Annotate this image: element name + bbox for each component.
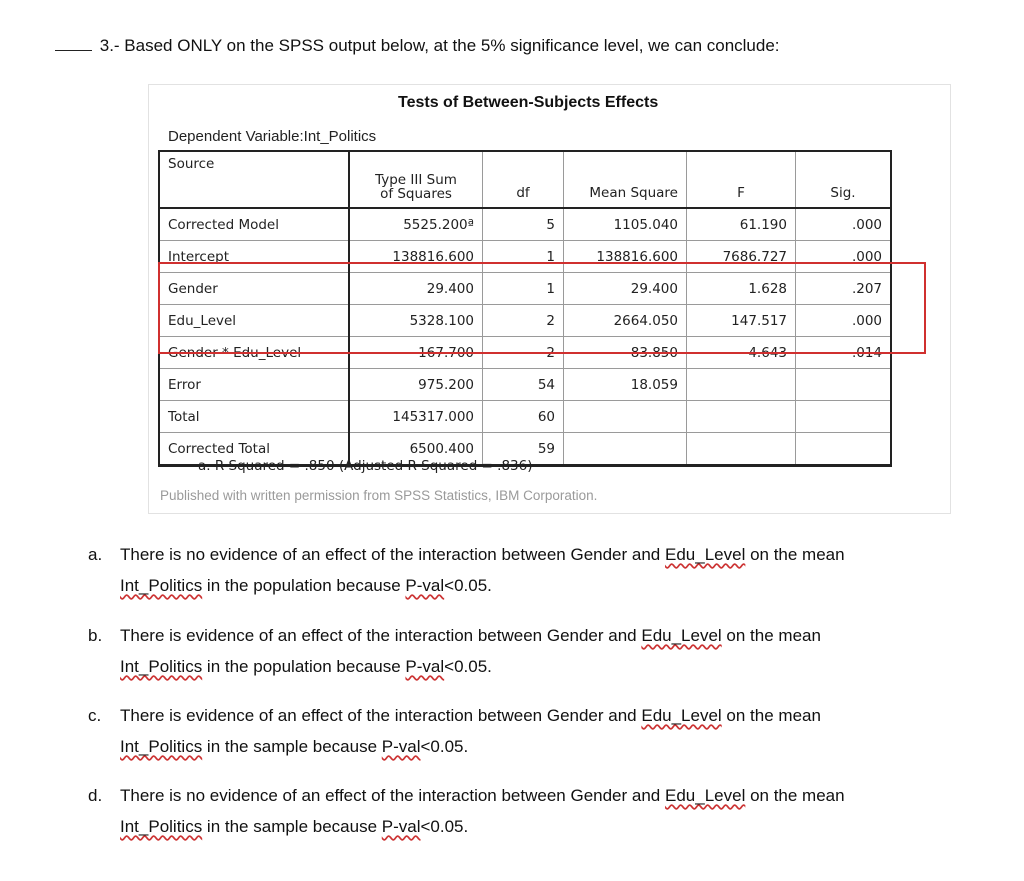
row-sig: .000 <box>796 305 891 337</box>
dependent-variable-label: Dependent Variable:Int_Politics <box>168 128 377 145</box>
option-line2: Int_Politics in the sample because P-val<0.05. <box>120 817 469 836</box>
option-letter: b. <box>88 626 103 645</box>
row-sig: .014 <box>796 337 891 369</box>
row-ss: 5525.200ª <box>349 208 483 241</box>
option-line1: There is evidence of an effect of the interaction between Gender and Edu_Level on the mean <box>120 706 821 725</box>
table-footnote: a. R Squared = .850 (Adjusted R Squared = .836) <box>198 458 533 474</box>
header-source: Source <box>160 152 350 209</box>
row-sig <box>796 433 891 466</box>
row-f: 4.643 <box>687 337 796 369</box>
row-df: 5 <box>483 208 564 241</box>
row-f: 7686.727 <box>687 241 796 273</box>
variable-name: Int_Politics <box>120 817 203 836</box>
header-df: df <box>483 152 564 209</box>
variable-name: Int_Politics <box>120 576 203 595</box>
variable-name: Int_Politics <box>120 657 203 676</box>
answer-blank <box>55 50 92 51</box>
pval-term: P-val <box>381 737 421 756</box>
row-f <box>687 433 796 466</box>
row-ss: 138816.600 <box>349 241 483 273</box>
option-letter: a. <box>88 545 103 564</box>
row-ss: 167.700 <box>349 337 483 369</box>
row-ms: 18.059 <box>564 369 687 401</box>
table-title: Tests of Between-Subjects Effects <box>398 94 659 111</box>
option-line2: Int_Politics in the sample because P-val<0.05. <box>120 737 469 756</box>
row-f: 61.190 <box>687 208 796 241</box>
row-ms <box>564 401 687 433</box>
variable-name: Edu_Level <box>641 626 722 645</box>
table-row <box>160 369 891 401</box>
question-stem <box>55 36 780 56</box>
pval-term: P-val <box>381 817 421 836</box>
header-ss-line2: of Squares <box>380 186 452 202</box>
row-sig: .000 <box>796 208 891 241</box>
row-df: 2 <box>483 305 564 337</box>
option-line1: There is no evidence of an effect of the interaction between Gender and Edu_Level on the mean <box>120 786 845 805</box>
row-sig: .207 <box>796 273 891 305</box>
row-df: 1 <box>483 241 564 273</box>
row-df: 60 <box>483 401 564 433</box>
variable-name: Edu_Level <box>641 706 722 725</box>
row-ms: 83.850 <box>564 337 687 369</box>
header-mean-square: Mean Square <box>564 152 687 209</box>
row-source: Corrected Model <box>160 208 350 241</box>
option-letter: c. <box>88 706 102 725</box>
row-ms: 1105.040 <box>564 208 687 241</box>
table-row <box>160 208 891 241</box>
option-line2: Int_Politics in the population because P-val<0.05. <box>120 576 492 595</box>
row-ms: 2664.050 <box>564 305 687 337</box>
row-sig: .000 <box>796 241 891 273</box>
row-sig <box>796 401 891 433</box>
anova-table <box>159 151 891 466</box>
permission-note: Published with written permission from SPSS Statistics, IBM Corporation. <box>160 488 598 503</box>
row-ss: 29.400 <box>349 273 483 305</box>
table-row <box>160 305 891 337</box>
row-source: Error <box>160 369 350 401</box>
row-ss: 5328.100 <box>349 305 483 337</box>
option-line2: Int_Politics in the population because P-val<0.05. <box>120 657 492 676</box>
option-letter: d. <box>88 786 103 805</box>
table-row <box>160 241 891 273</box>
row-df: 54 <box>483 369 564 401</box>
variable-name: Edu_Level <box>665 786 746 805</box>
row-f: 1.628 <box>687 273 796 305</box>
header-f: F <box>687 152 796 209</box>
row-ss: 145317.000 <box>349 401 483 433</box>
row-sig <box>796 369 891 401</box>
row-ms: 138816.600 <box>564 241 687 273</box>
row-ss: 6500.400 <box>349 433 483 466</box>
pval-term: P-val <box>405 657 445 676</box>
option-line1: There is no evidence of an effect of the interaction between Gender and Edu_Level on the mean <box>120 545 845 564</box>
row-df: 1 <box>483 273 564 305</box>
table-row <box>160 337 891 369</box>
table-row <box>160 401 891 433</box>
row-source: Total <box>160 401 350 433</box>
row-df: 2 <box>483 337 564 369</box>
row-f <box>687 369 796 401</box>
header-sum-of-squares <box>349 152 483 209</box>
pval-term: P-val <box>405 576 445 595</box>
row-df: 59 <box>483 433 564 466</box>
row-source: Edu_Level <box>160 305 350 337</box>
row-f: 147.517 <box>687 305 796 337</box>
row-ms <box>564 433 687 466</box>
variable-name: Edu_Level <box>665 545 746 564</box>
row-source: Corrected Total <box>160 433 350 466</box>
row-ss: 975.200 <box>349 369 483 401</box>
row-source: Gender * Edu_Level <box>160 337 350 369</box>
row-source: Gender <box>160 273 350 305</box>
header-ss-line1: Type III Sum <box>375 172 457 188</box>
row-source: Intercept <box>160 241 350 273</box>
table-row <box>160 273 891 305</box>
table-header-row <box>160 152 891 209</box>
row-ms: 29.400 <box>564 273 687 305</box>
variable-name: Int_Politics <box>120 737 203 756</box>
header-sig: Sig. <box>796 152 891 209</box>
option-line1: There is evidence of an effect of the interaction between Gender and Edu_Level on the mean <box>120 626 821 645</box>
question-text: 3.- Based ONLY on the SPSS output below, at the 5% significance level, we can conclude: <box>99 36 780 55</box>
row-f <box>687 401 796 433</box>
